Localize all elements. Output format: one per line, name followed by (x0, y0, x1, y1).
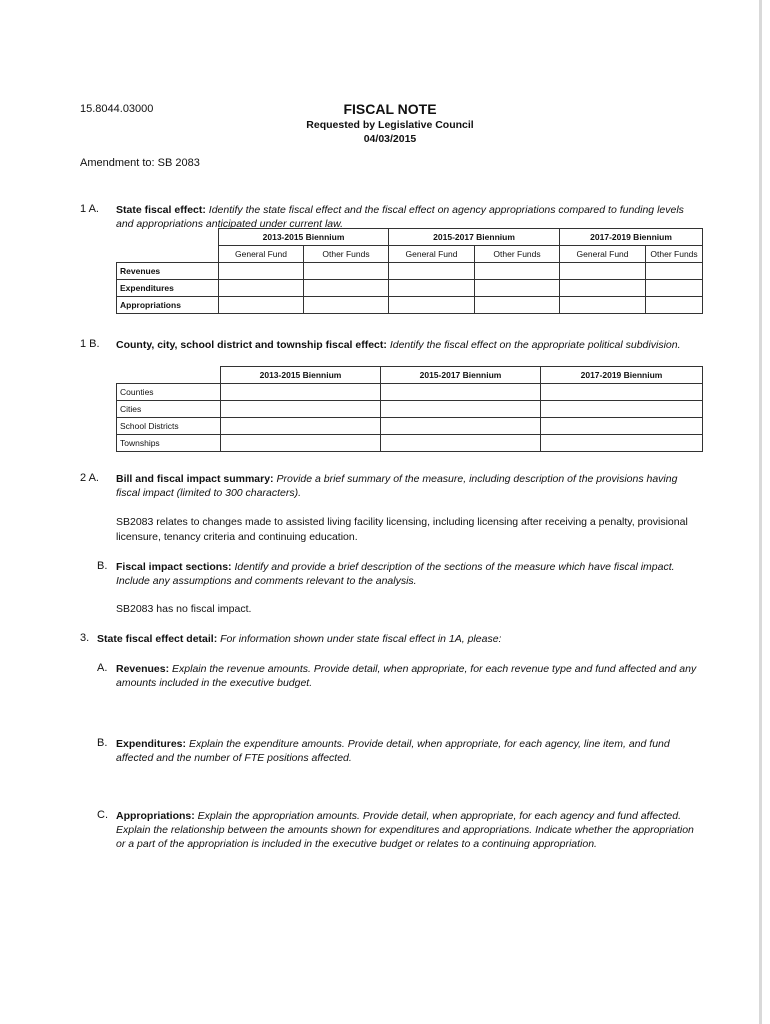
state-fiscal-effect-table (116, 228, 703, 314)
table-corner (117, 367, 221, 384)
biennium-header: 2017-2019 Biennium (560, 229, 703, 246)
row-label: Counties (117, 384, 221, 401)
section-1b-label: County, city, school district and township fiscal effect: (116, 339, 387, 351)
fund-header: Other Funds (304, 246, 389, 263)
table-corner (117, 246, 219, 263)
row-label: Townships (117, 435, 221, 452)
fund-header: General Fund (389, 246, 475, 263)
fund-header: General Fund (219, 246, 304, 263)
row-label: Expenditures (117, 280, 219, 297)
section-2b-instruction: Identify and provide a brief description of the sections of the measure which have fiscal impact. Include any assumptions and comments relevant to the analysis. (116, 561, 675, 587)
section-2b-heading (116, 560, 701, 588)
section-2b-response: SB2083 has no fiscal impact. (116, 603, 252, 615)
section-1b-number: 1 B. (80, 338, 100, 350)
biennium-header: 2015-2017 Biennium (389, 229, 560, 246)
fund-header: Other Funds (646, 246, 703, 263)
section-3-heading (97, 632, 702, 646)
bill-id: 15.8044.03000 (80, 103, 154, 115)
table-row (117, 384, 703, 401)
section-3-label: State fiscal effect detail: (97, 633, 218, 645)
table-row (117, 263, 703, 280)
section-3b-label: Expenditures: (116, 738, 187, 750)
section-1a-instruction: Identify the state fiscal effect and the fiscal effect on agency appropriations compared to funding levels and appropriations anticipated under current law. (116, 204, 684, 230)
section-2b-label: Fiscal impact sections: (116, 561, 232, 573)
section-3a-label: Revenues: (116, 663, 170, 675)
biennium-header: 2013-2015 Biennium (221, 367, 381, 384)
section-3b-heading (116, 737, 701, 765)
table-row (117, 401, 703, 418)
table-row (117, 297, 703, 314)
page-edge (759, 0, 762, 1024)
section-1b-heading (116, 338, 701, 352)
section-3c-label: Appropriations: (116, 810, 195, 822)
table-row (117, 435, 703, 452)
requested-by: Requested by Legislative Council (306, 119, 474, 131)
section-3b-instruction: Explain the expenditure amounts. Provide detail, when appropriate, for each agency, line item, and fund affected and the number of FTE positions affected. (116, 738, 670, 764)
table-corner (117, 229, 219, 246)
row-label: School Districts (117, 418, 221, 435)
page-title: FISCAL NOTE (343, 101, 437, 117)
row-label: Revenues (117, 263, 219, 280)
section-1a-heading (116, 203, 701, 231)
row-label: Appropriations (117, 297, 219, 314)
section-3a-number: A. (97, 662, 108, 674)
section-3-instruction: For information shown under state fiscal effect in 1A, please: (220, 633, 502, 645)
amendment-line: Amendment to: SB 2083 (80, 157, 200, 169)
biennium-header: 2015-2017 Biennium (381, 367, 541, 384)
section-3-number: 3. (80, 632, 90, 644)
section-2a-heading (116, 472, 701, 500)
table-row (117, 280, 703, 297)
row-label: Cities (117, 401, 221, 418)
table-row (117, 418, 703, 435)
local-fiscal-effect-table (116, 366, 703, 452)
section-3a-heading (116, 662, 701, 690)
section-1a-number: 1 A. (80, 203, 99, 215)
section-2a-label: Bill and fiscal impact summary: (116, 473, 274, 485)
biennium-header: 2013-2015 Biennium (219, 229, 389, 246)
biennium-header: 2017-2019 Biennium (541, 367, 703, 384)
section-3c-instruction: Explain the appropriation amounts. Provide detail, when appropriate, for each agency and fund affected. Explain the relationship between the amounts shown for expenditures and appropriations. Indicate whether the appropriation or a part of the appropriation is included in the executive budget or relates to a continuing appropriation. (116, 810, 694, 850)
section-2a-response: SB2083 relates to changes made to assisted living facility licensing, including licensing after receiving a penalty, provisional licensure, tenancy criteria and continuing education. (116, 516, 688, 543)
section-2a-instruction: Provide a brief summary of the measure, including description of the provisions having fiscal impact (limited to 300 characters). (116, 473, 678, 499)
section-3c-heading (116, 809, 706, 851)
section-2a-number: 2 A. (80, 472, 99, 484)
note-date: 04/03/2015 (363, 133, 417, 145)
section-1b-instruction: Identify the fiscal effect on the appropriate political subdivision. (389, 339, 681, 351)
section-3a-instruction: Explain the revenue amounts. Provide detail, when appropriate, for each revenue type and fund affected and any amounts included in the executive budget. (116, 663, 697, 689)
section-1a-label: State fiscal effect: (116, 204, 206, 216)
section-3b-number: B. (97, 737, 108, 749)
section-2b-number: B. (97, 560, 108, 572)
fund-header: Other Funds (475, 246, 560, 263)
fund-header: General Fund (560, 246, 646, 263)
section-3c-number: C. (97, 809, 108, 821)
